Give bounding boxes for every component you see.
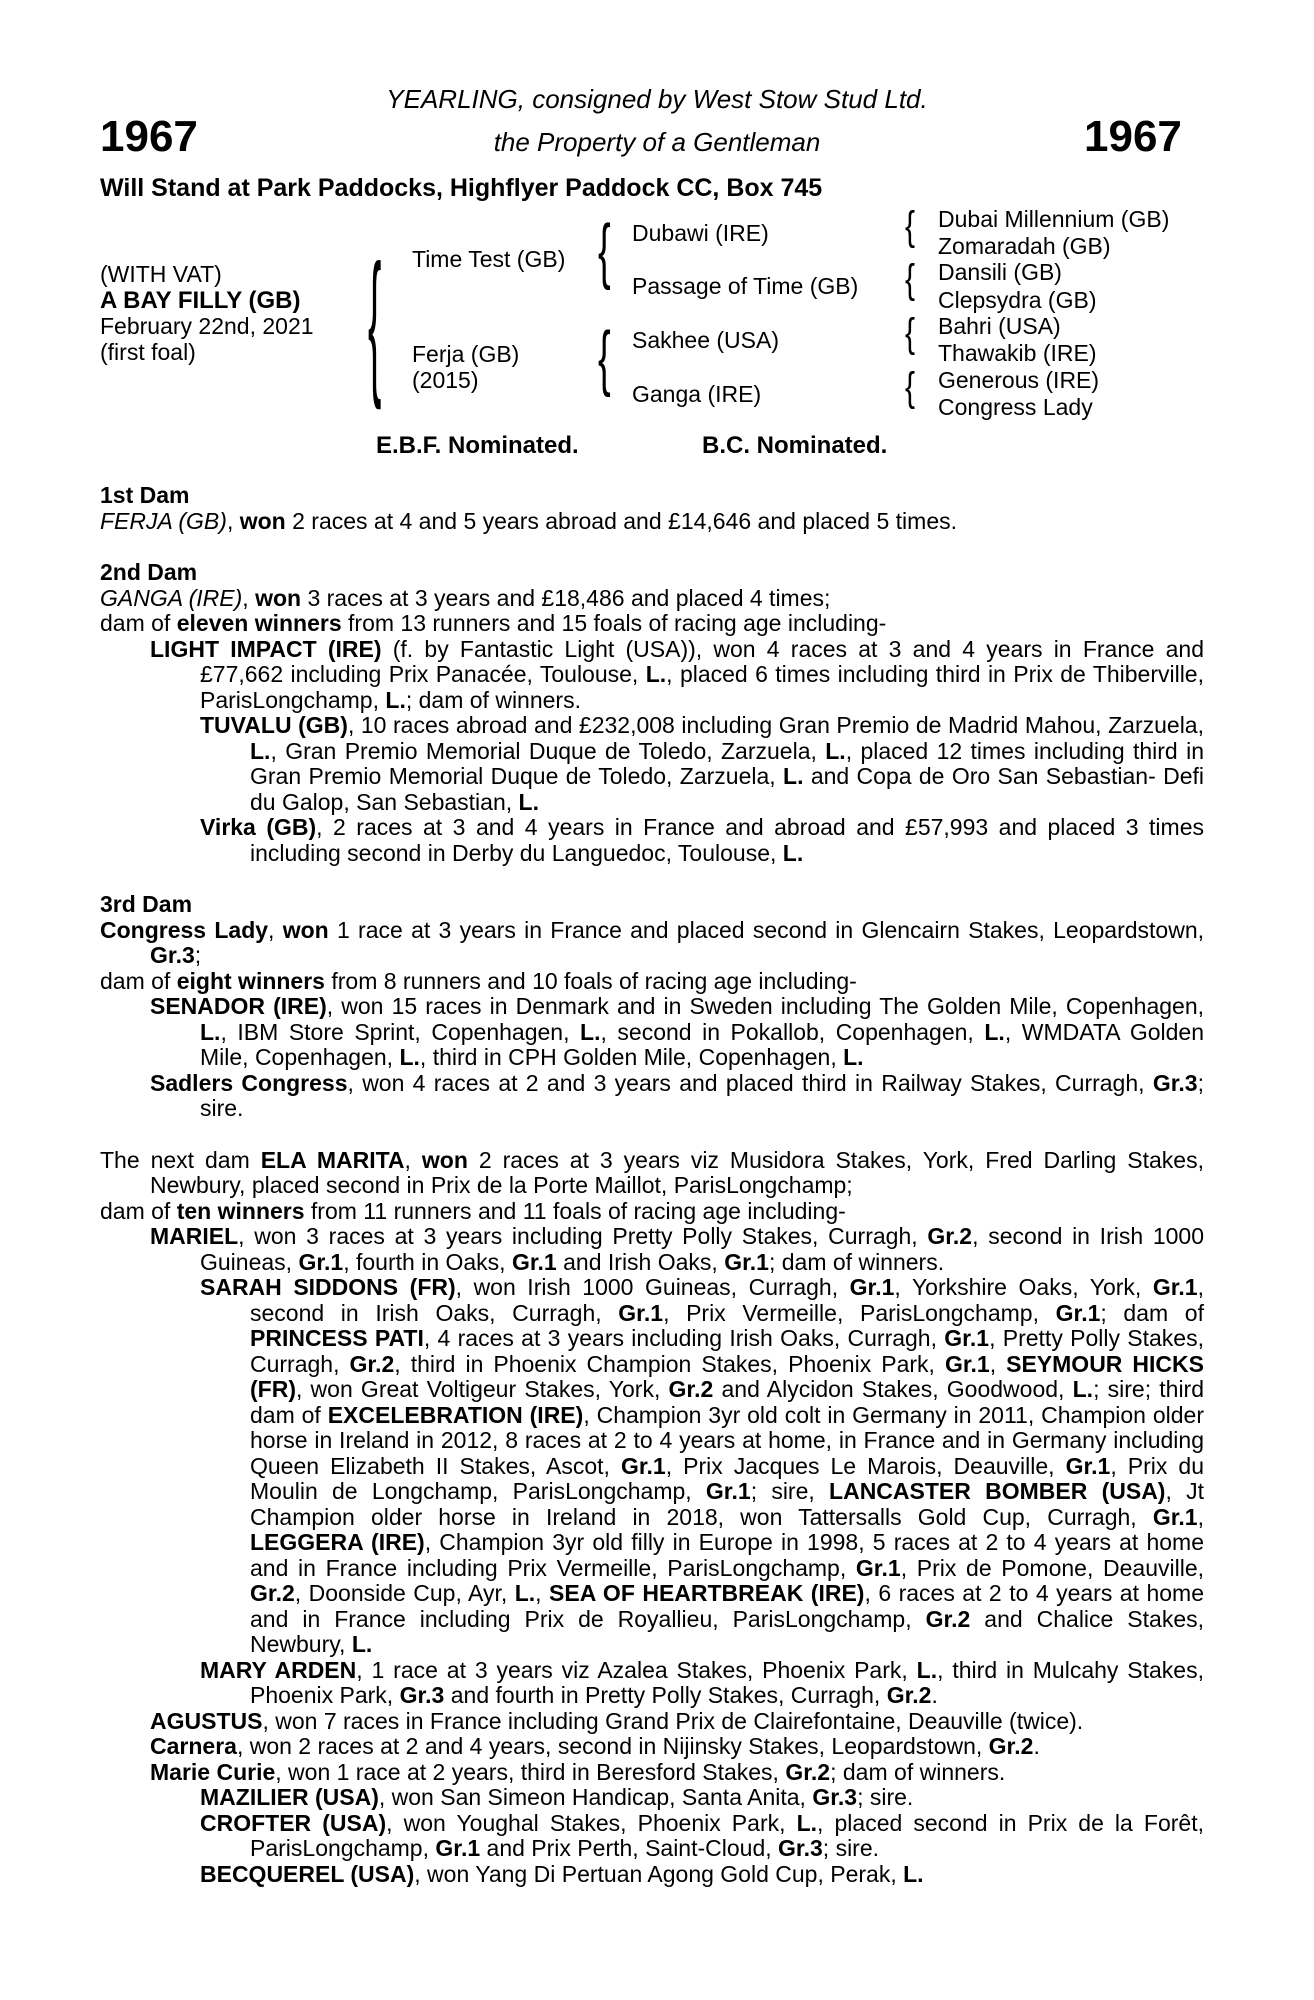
- property-line: the Property of a Gentleman: [493, 127, 821, 157]
- curly-brace-icon: {: [598, 212, 611, 292]
- second-dam-heading: 2nd Dam: [100, 559, 198, 585]
- second-dam-record: GANGA (IRE), won 3 races at 3 years and £18,486 and placed 4 times;: [100, 584, 831, 611]
- ancestor-1: Dubai Millennium (GB): [938, 206, 1170, 232]
- first-dam-record: FERJA (GB), won 2 races at 4 and 5 years abroad and £14,646 and placed 5 times.: [100, 507, 958, 534]
- curly-brace-icon: {: [905, 257, 916, 302]
- produce-marie-curie: Marie Curie, won 1 race at 2 years, third in Beresford Stakes, Gr.2; dam of winners.: [150, 1758, 1006, 1785]
- dam-dam: Ganga (IRE): [632, 381, 762, 407]
- produce-tuvalu: TUVALU (GB), 10 races abroad and £232,008 including Gran Premio de Madrid Mahou, Zarzuela, L., Gran Premio Memorial Duque de Toledo, Zarzuela, L., placed 12 times including third in Gran Premio Memorial Duque de Toledo, Zarzuela, L. and Copa de Oro San Sebastian- Defi du Galop, San Sebastian, L.: [200, 712, 1204, 815]
- third-dam-produce: dam of eight winners from 8 runners and 10 foals of racing age including-: [100, 967, 857, 994]
- dam-sire: Sakhee (USA): [632, 327, 780, 353]
- ancestor-3: Dansili (GB): [938, 259, 1062, 285]
- foaling-date: February 22nd, 2021: [100, 313, 314, 339]
- produce-sadlers-congress: Sadlers Congress, won 4 races at 2 and 3 years and placed third in Railway Stakes, Curragh, Gr.3; sire.: [150, 1069, 1204, 1121]
- curly-brace-icon: {: [905, 204, 916, 249]
- ancestor-7: Generous (IRE): [938, 367, 1100, 393]
- curly-brace-icon: {: [905, 311, 916, 356]
- produce-agustus: AGUSTUS, won 7 races in France including Grand Prix de Clairefontaine, Deauville (twice).: [150, 1707, 1084, 1734]
- bc-nomination: B.C. Nominated.: [702, 432, 888, 459]
- produce-senador: SENADOR (IRE), won 15 races in Denmark and in Sweden including The Golden Mile, Copenhagen, L., IBM Store Sprint, Copenhagen, L., second in Pokallob, Copenhagen, L., WMDATA Golden Mile, Copenhagen, L., third in CPH Golden Mile, Copenhagen, L.: [150, 993, 1204, 1070]
- produce-mazilier: MAZILIER (USA), won San Simeon Handicap, Santa Anita, Gr.3; sire.: [200, 1784, 914, 1810]
- produce-becquerel: BECQUEREL (USA), won Yang Di Pertuan Agong Gold Cup, Perak, L.: [200, 1860, 924, 1887]
- produce-carnera: Carnera, won 2 races at 2 and 4 years, second in Nijinsky Stakes, Leopardstown, Gr.2.: [150, 1733, 1040, 1759]
- vat-label: (WITH VAT): [100, 261, 222, 287]
- ancestor-6: Thawakib (IRE): [938, 340, 1097, 366]
- ebf-nomination: E.B.F. Nominated.: [376, 432, 579, 459]
- sire-sire: Dubawi (IRE): [632, 220, 769, 246]
- produce-crofter: CROFTER (USA), won Youghal Stakes, Phoenix Park, L., placed second in Prix de la Forêt, ParisLongchamp, Gr.1 and Prix Perth, Saint-Cloud, Gr.3; sire.: [200, 1809, 1204, 1861]
- sire: Time Test (GB): [412, 246, 566, 272]
- curly-brace-icon: {: [368, 236, 382, 412]
- third-dam-heading: 3rd Dam: [100, 891, 193, 917]
- produce-virka: Virka (GB), 2 races at 3 and 4 years in France and abroad and £57,993 and placed 3 times including second in Derby du Languedoc, Toulouse, L.: [200, 814, 1204, 866]
- foal-note: (first foal): [100, 339, 196, 365]
- dam: Ferja (GB): [412, 341, 520, 367]
- stand-location: Will Stand at Park Paddocks, Highflyer Paddock CC, Box 745: [100, 174, 823, 202]
- lot-number-left: 1967: [100, 112, 198, 161]
- curly-brace-icon: {: [905, 365, 916, 410]
- produce-sarah-siddons: SARAH SIDDONS (FR), won Irish 1000 Guineas, Curragh, Gr.1, Yorkshire Oaks, York, Gr.1, second in Irish Oaks, Curragh, Gr.1, Prix Vermeille, ParisLongchamp, Gr.1; dam of PRINCESS PATI, 4 races at 3 years including Irish Oaks, Curragh, Gr.1, Pretty Polly Stakes, Curragh, Gr.2, third in Phoenix Champion Stakes, Phoenix Park, Gr.1, SEYMOUR HICKS (FR), won Great Voltigeur Stakes, York, Gr.2 and Alycidon Stakes, Goodwood, L.; sire; third dam of EXCELEBRATION (IRE), Champion 3yr old colt in Germany in 2011, Champion older horse in Ireland in 2012, 8 races at 2 to 4 years at home, in France and in Germany including Queen Elizabeth II Stakes, Ascot, Gr.1, Prix Jacques Le Marois, Deauville, Gr.1, Prix du Moulin de Longchamp, ParisLongchamp, Gr.1; sire, LANCASTER BOMBER (USA), Jt Champion older horse in Ireland in 2018, won Tattersalls Gold Cup, Curragh, Gr.1, LEGGERA (IRE), Champion 3yr old filly in Europe in 1998, 5 races at 2 to 4 years at home and in France including Prix Vermeille, ParisLongchamp, Gr.1, Prix de Pomone, Deauville, Gr.2, Doonside Cup, Ayr, L., SEA OF HEARTBREAK (IRE), 6 races at 2 to 4 years at home and in France including Prix de Royallieu, ParisLongchamp, Gr.2 and Chalice Stakes, Newbury, L.: [200, 1274, 1205, 1657]
- third-dam-record: Congress Lady, won 1 race at 3 years in France and placed second in Glencairn Stakes, Leopardstown, Gr.3;: [100, 916, 1205, 968]
- consignor-line: YEARLING, consigned by West Stow Stud Ltd.: [386, 84, 928, 114]
- second-dam-produce: dam of eleven winners from 13 runners and 15 foals of racing age including-: [100, 610, 887, 636]
- next-dam-produce: dam of ten winners from 11 runners and 11 foals of racing age including-: [100, 1197, 846, 1224]
- lot-number-right: 1967: [1084, 112, 1182, 161]
- horse-name: A BAY FILLY (GB): [100, 287, 301, 314]
- produce-record: [100, 483, 1204, 1887]
- produce-mariel: MARIEL, won 3 races at 3 years including Pretty Polly Stakes, Curragh, Gr.2, second in Irish 1000 Guineas, Gr.1, fourth in Oaks, Gr.1 and Irish Oaks, Gr.1; dam of winners.: [150, 1223, 1204, 1275]
- curly-brace-icon: {: [598, 319, 611, 399]
- produce-mary-arden: MARY ARDEN, 1 race at 3 years viz Azalea Stakes, Phoenix Park, L., third in Mulcahy Stakes, Phoenix Park, Gr.3 and fourth in Pretty Polly Stakes, Curragh, Gr.2.: [200, 1656, 1204, 1708]
- ancestor-4: Clepsydra (GB): [938, 287, 1097, 313]
- ancestor-2: Zomaradah (GB): [938, 233, 1111, 259]
- first-dam-heading: 1st Dam: [100, 482, 190, 508]
- ancestor-8: Congress Lady: [938, 394, 1093, 420]
- produce-light-impact: LIGHT IMPACT (IRE) (f. by Fantastic Light (USA)), won 4 races at 3 and 4 years in France and £77,662 including Prix Panacée, Toulouse, L., placed 6 times including third in Prix de Thiberville, ParisLongchamp, L.; dam of winners.: [150, 635, 1204, 713]
- sire-dam: Passage of Time (GB): [632, 273, 859, 299]
- ancestor-5: Bahri (USA): [938, 313, 1061, 339]
- next-dam-record: The next dam ELA MARITA, won 2 races at 3 years viz Musidora Stakes, York, Fred Darling Stakes, Newbury, placed second in Prix de la Porte Maillot, ParisLongchamp;: [100, 1146, 1204, 1198]
- dam-year: (2015): [412, 367, 479, 393]
